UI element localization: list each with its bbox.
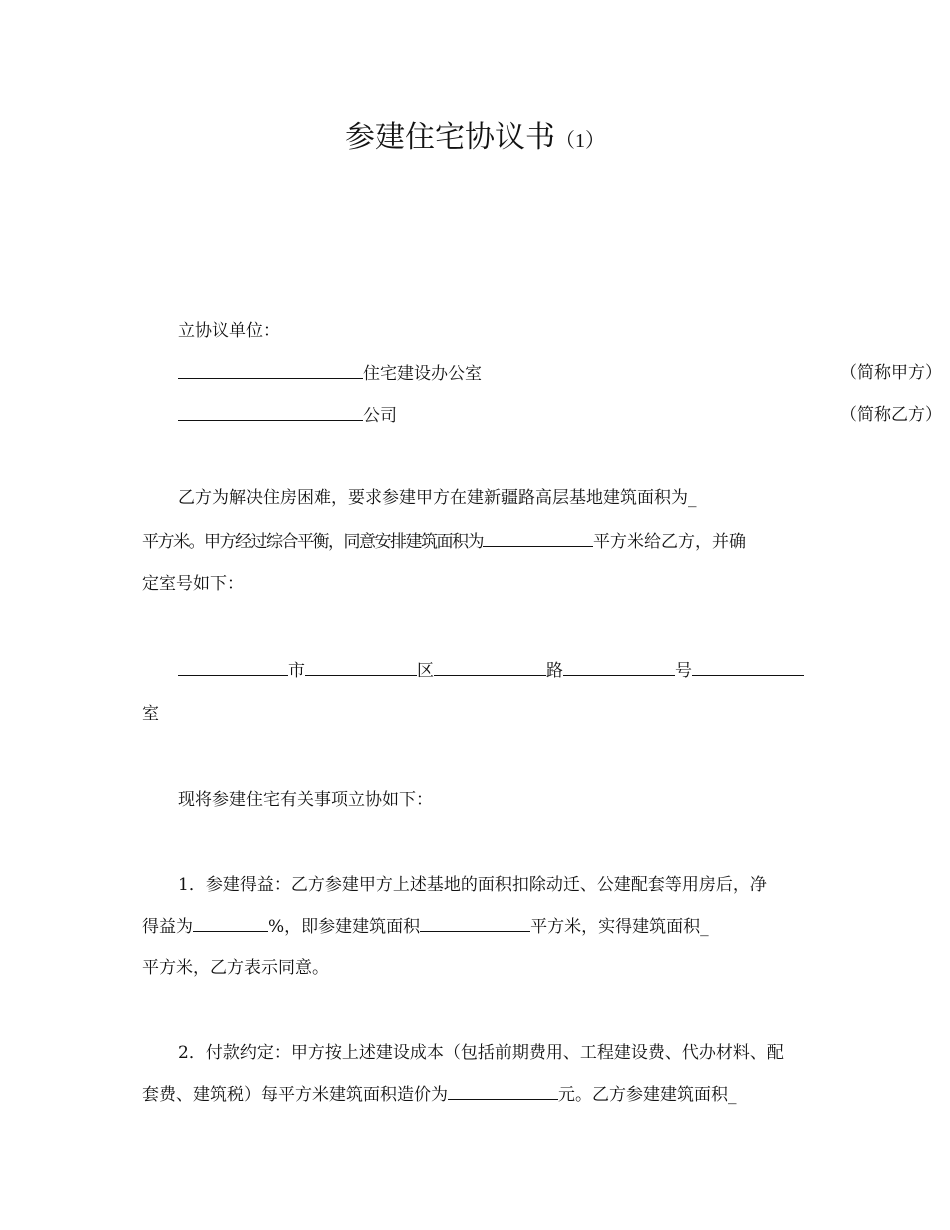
document-title bbox=[0, 112, 950, 156]
title-text: 参建住宅协议书 bbox=[345, 120, 555, 155]
blank bbox=[483, 530, 593, 547]
party-a-line bbox=[178, 362, 942, 385]
blank bbox=[178, 404, 363, 421]
text: 路 bbox=[546, 661, 563, 681]
item1-line3: 平方米，乙方表示同意。 bbox=[142, 958, 329, 978]
party-b-line bbox=[178, 404, 942, 427]
blank bbox=[305, 659, 417, 676]
text: %，即参建建筑面积 bbox=[268, 917, 421, 937]
para1-line3: 定室号如下： bbox=[142, 574, 244, 594]
item1-line1: 1．参建得益：乙方参建甲方上述基地的面积扣除动迁、公建配套等用房后，净 bbox=[178, 875, 767, 895]
text: 元。乙方参建建筑面积_ bbox=[558, 1085, 737, 1105]
text: 平方米给乙方，并确 bbox=[593, 532, 746, 552]
blank bbox=[563, 659, 675, 676]
blank bbox=[448, 1083, 558, 1100]
title-number: （1） bbox=[555, 130, 605, 152]
address-line bbox=[178, 659, 804, 682]
para1-line2 bbox=[142, 530, 746, 553]
blank bbox=[692, 659, 804, 676]
blank bbox=[178, 659, 288, 676]
party-a: 住宅建设办公室 bbox=[363, 364, 482, 384]
party-b: 公司 bbox=[363, 406, 397, 426]
item2-line2 bbox=[142, 1083, 737, 1106]
blank bbox=[420, 915, 530, 932]
text: 区 bbox=[417, 661, 434, 681]
parties-label: 立协议单位： bbox=[178, 321, 280, 341]
para2: 现将参建住宅有关事项立协如下： bbox=[178, 790, 433, 810]
text: 平方米。甲方经过综合平衡，同意安排建筑面积为 bbox=[142, 532, 483, 552]
address-room: 室 bbox=[142, 704, 159, 724]
text: 套费、建筑税）每平方米建筑面积造价为 bbox=[142, 1085, 448, 1105]
party-b-short: （简称乙方） bbox=[840, 405, 942, 425]
text: 市 bbox=[288, 661, 305, 681]
blank bbox=[193, 915, 268, 932]
item1-line2 bbox=[142, 915, 709, 938]
text: 号 bbox=[675, 661, 692, 681]
party-a-short: （简称甲方） bbox=[840, 363, 942, 383]
blank bbox=[434, 659, 546, 676]
text: 得益为 bbox=[142, 917, 193, 937]
text: 平方米，实得建筑面积_ bbox=[530, 917, 709, 937]
blank bbox=[178, 362, 363, 379]
item2-line1: 2．付款约定：甲方按上述建设成本（包括前期费用、工程建设费、代办材料、配 bbox=[178, 1043, 784, 1063]
para1-line1: 乙方为解决住房困难，要求参建甲方在建新疆路高层基地建筑面积为_ bbox=[178, 488, 697, 508]
